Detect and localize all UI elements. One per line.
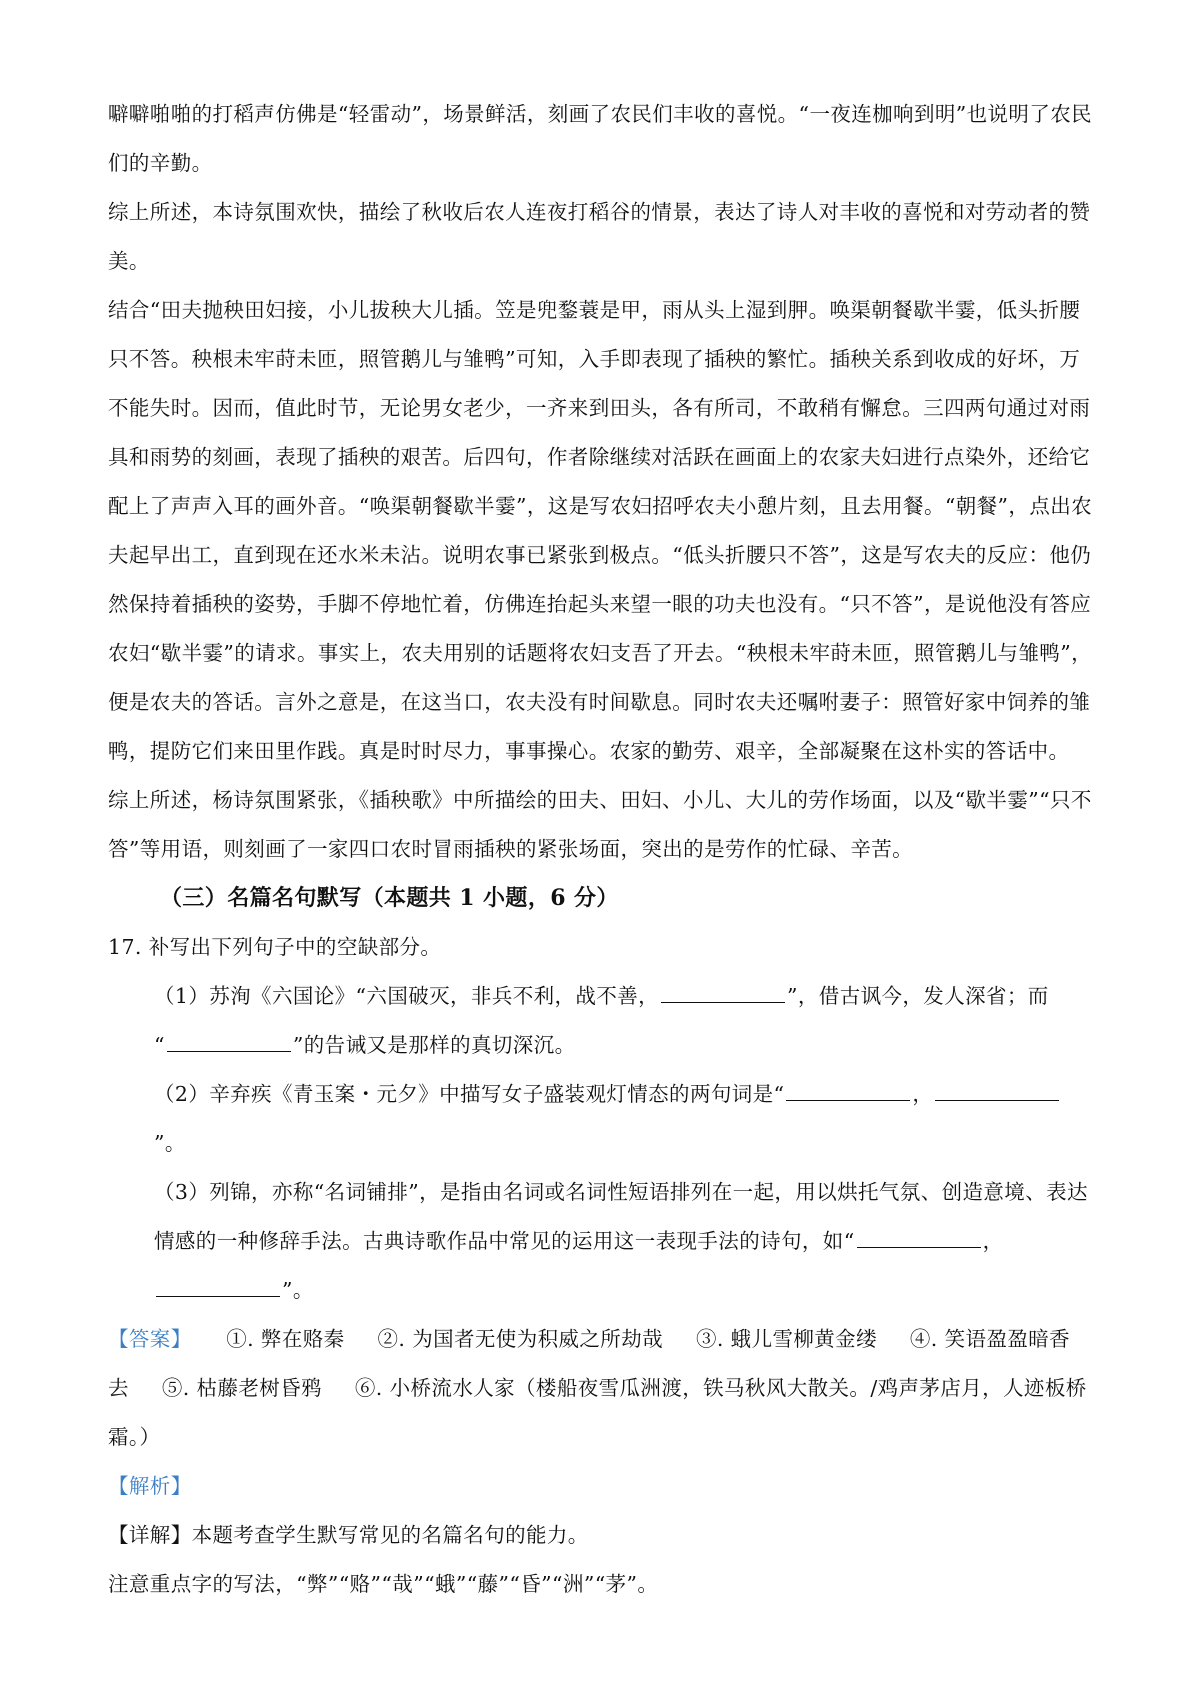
answer-block bbox=[108, 1315, 1093, 1462]
question-3-text-a: （3）列锦，亦称“名词铺排”，是指由名词或名词性短语排列在一起，用以烘托气氛、创造意境、表达情感的一种修辞手法。古典诗歌作品中常见的运用这一表现手法的诗句，如“ bbox=[154, 1180, 1088, 1253]
answer-tag: 【答案】 bbox=[108, 1327, 192, 1351]
explanation-detail: 【详解】本题考查学生默写常见的名篇名句的能力。 bbox=[108, 1523, 589, 1547]
answer-blank-3[interactable] bbox=[786, 1082, 910, 1101]
answer-item-1: ①. 弊在赂秦 bbox=[226, 1327, 345, 1351]
analysis-paragraph-4: 综上所述，杨诗氛围紧张，《插秧歌》中所描绘的田夫、田妇、小儿、大儿的劳作场面，以及“歇半霎”“只不答”等用语，则刻画了一家四口农时冒雨插秧的紧张场面，突出的是劳作的忙碌、辛苦。 bbox=[108, 788, 1092, 861]
explanation-note: 注意重点字的写法，“弊”“赂”“哉”“蛾”“藤”“昏”“洲”“茅”。 bbox=[108, 1572, 659, 1596]
answer-item-4: ④. 笑语盈盈暗香去 bbox=[108, 1327, 1071, 1400]
question-2-text-c: ”。 bbox=[154, 1131, 186, 1155]
question-1 bbox=[108, 972, 1093, 1070]
analysis-paragraph-2: 综上所述，本诗氛围欢快，描绘了秋收后农人连夜打稻谷的情景，表达了诗人对丰收的喜悦和对劳动者的赞美。 bbox=[108, 200, 1091, 273]
question-1-text-c: “ bbox=[154, 1033, 165, 1057]
answer-blank-4[interactable] bbox=[935, 1082, 1059, 1101]
question-1-text-b: ”，借古讽今，发人深省；而 bbox=[787, 984, 1049, 1008]
question-stem: 17. 补写出下列句子中的空缺部分。 bbox=[108, 935, 442, 959]
question-3 bbox=[108, 1168, 1093, 1315]
answer-item-3: ③. 蛾儿雪柳黄金缕 bbox=[695, 1327, 877, 1351]
question-3-text-c: ”。 bbox=[282, 1278, 314, 1302]
document-page bbox=[108, 90, 1093, 1609]
question-2 bbox=[108, 1070, 1093, 1168]
analysis-paragraph-1: 噼噼啪啪的打稻声仿佛是“轻雷动”，场景鲜活，刻画了农民们丰收的喜悦。“一夜连枷响到明”也说明了农民们的辛勤。 bbox=[108, 102, 1093, 175]
question-1-text-d: ”的告诫又是那样的真切深沉。 bbox=[292, 1033, 576, 1057]
section-title: （三）名篇名句默写（本题共 1 小题，6 分） bbox=[160, 885, 619, 911]
question-3-text-b: ， bbox=[982, 1229, 1004, 1253]
answer-blank-1[interactable] bbox=[661, 984, 785, 1003]
answer-blank-5[interactable] bbox=[857, 1229, 981, 1248]
analysis-paragraph-3: 结合“田夫抛秧田妇接，小儿拔秧大儿插。笠是兜鍪蓑是甲，雨从头上湿到胛。唤渠朝餐歇半霎，低头折腰只不答。秧根未牢莳未匝，照管鹅儿与雏鸭”可知，入手即表现了插秧的繁忙。插秧关系到收成的好坏，万不能失时。因而，值此时节，无论男女老少，一齐来到田头，各有所司，不敢稍有懈怠。三四两句通过对雨具和雨势的刻画，表现了插秧的艰苦。后四句，作者除继续对活跃在画面上的农家夫妇进行点染外，还给它配上了声声入耳的画外音。“唤渠朝餐歇半霎”，这是写农妇招呼农夫小憩片刻，且去用餐。“朝餐”，点出农夫起早出工，直到现在还水米未沾。说明农事已紧张到极点。“低头折腰只不答”，这是写农夫的反应：他仍然保持着插秧的姿势，手脚不停地忙着，仿佛连抬起头来望一眼的功夫也没有。“只不答”，是说他没有答应农妇“歇半霎”的请求。事实上，农夫用别的话题将农妇支吾了开去。“秧根未牢莳未匝，照管鹅儿与雏鸭”，便是农夫的答话。言外之意是，在这当口，农夫没有时间歇息。同时农夫还嘱咐妻子：照管好家中饲养的雏鸭，提防它们来田里作践。真是时时尽力，事事操心。农家的勤劳、艰辛，全部凝聚在这朴实的答话中。 bbox=[108, 298, 1093, 763]
question-2-text-a: （2）辛弃疾《青玉案・元夕》中描写女子盛装观灯情态的两句词是“ bbox=[154, 1082, 785, 1106]
answer-item-5: ⑤. 枯藤老树昏鸦 bbox=[161, 1376, 322, 1400]
answer-item-2: ②. 为国者无使为积威之所劫哉 bbox=[377, 1327, 664, 1351]
answer-blank-2[interactable] bbox=[167, 1033, 291, 1052]
answer-item-6: ⑥. 小桥流水人家（楼船夜雪瓜洲渡，铁马秋风大散关。/鸡声茅店月，人迹板桥霜。） bbox=[108, 1376, 1087, 1449]
question-2-text-b: ， bbox=[912, 1082, 934, 1106]
question-1-text-a: （1）苏洵《六国论》“六国破灭，非兵不利，战不善， bbox=[154, 984, 660, 1008]
answer-blank-6[interactable] bbox=[156, 1278, 280, 1297]
explanation-tag: 【解析】 bbox=[108, 1474, 192, 1498]
